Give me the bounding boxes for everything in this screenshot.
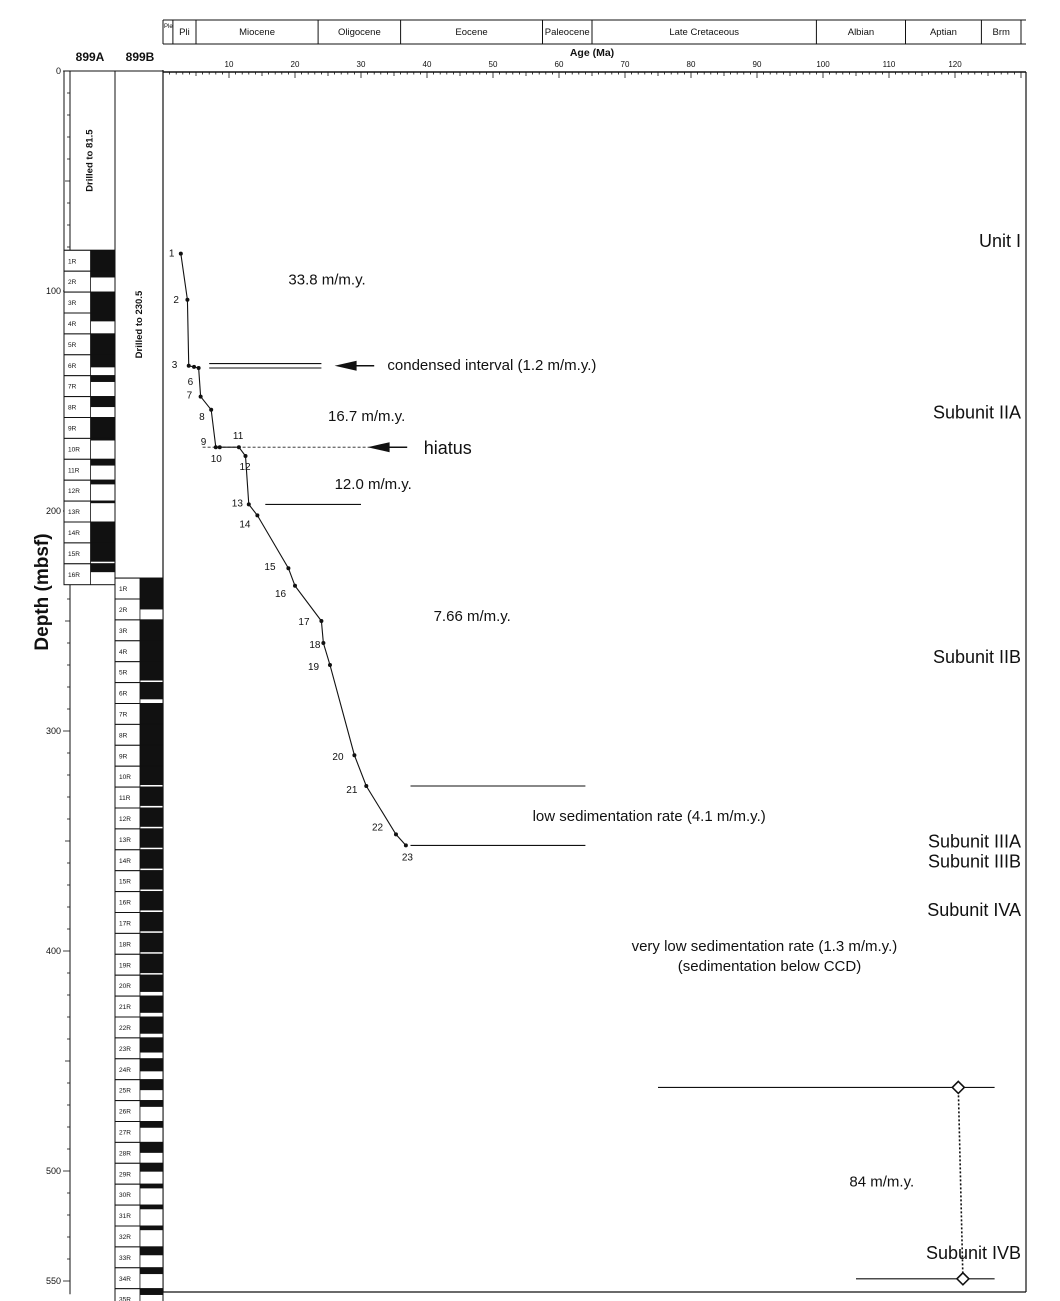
core-recovery bbox=[140, 1268, 163, 1274]
core-label: 25R bbox=[119, 1087, 131, 1095]
core-recovery bbox=[91, 313, 115, 321]
core-recovery bbox=[140, 1247, 163, 1255]
epoch-label: Aptian bbox=[929, 27, 957, 38]
y-tick-label: 200 bbox=[45, 506, 61, 516]
data-point bbox=[364, 784, 368, 788]
core-recovery bbox=[140, 1080, 163, 1090]
data-point bbox=[394, 832, 398, 836]
annotation: very low sedimentation rate (1.3 m/m.y.) bbox=[631, 938, 898, 955]
point-label: 21 bbox=[346, 785, 358, 796]
y-tick-label: 300 bbox=[45, 726, 61, 736]
diamond-marker bbox=[957, 1273, 969, 1285]
core-recovery bbox=[91, 543, 115, 562]
core-recovery bbox=[140, 599, 163, 609]
core-label: 3R bbox=[68, 300, 77, 308]
core-recovery bbox=[140, 1059, 163, 1072]
point-label: 11 bbox=[232, 431, 244, 443]
core-label: 6R bbox=[68, 362, 77, 370]
annotation: 7.66 m/m.y. bbox=[433, 608, 511, 625]
core-recovery bbox=[91, 564, 115, 572]
epoch-label: Paleocene bbox=[544, 27, 590, 38]
point-label: 22 bbox=[371, 822, 384, 834]
core-label: 9R bbox=[68, 425, 77, 433]
core-recovery bbox=[91, 459, 115, 465]
point-label: 20 bbox=[332, 752, 344, 764]
x-tick-label: 90 bbox=[752, 60, 762, 69]
x-tick-label: 70 bbox=[620, 60, 630, 69]
core-label: 5R bbox=[68, 341, 77, 349]
point-label: 14 bbox=[239, 519, 251, 531]
core-label: 27R bbox=[119, 1129, 131, 1137]
core-label: 1R bbox=[119, 586, 128, 594]
core-label: 10R bbox=[119, 774, 131, 782]
data-point bbox=[237, 445, 241, 449]
core-label: 2R bbox=[68, 279, 77, 287]
core-recovery bbox=[91, 292, 115, 313]
core-label: 11R bbox=[68, 467, 80, 475]
core-recovery bbox=[140, 1038, 163, 1053]
core-recovery bbox=[140, 620, 163, 641]
core-recovery bbox=[140, 954, 163, 973]
core-recovery bbox=[140, 1184, 163, 1188]
core-recovery bbox=[140, 1122, 163, 1128]
core-label: 26R bbox=[119, 1108, 131, 1116]
point-label: 3 bbox=[171, 359, 178, 371]
core-label: 34R bbox=[119, 1275, 131, 1283]
data-point bbox=[247, 502, 251, 506]
point-label: 23 bbox=[401, 852, 414, 864]
hole-label: 899A bbox=[75, 50, 105, 64]
point-label: 18 bbox=[309, 640, 321, 651]
x-tick-label: 120 bbox=[948, 60, 962, 69]
data-point bbox=[218, 445, 222, 449]
data-point bbox=[192, 365, 196, 369]
core-label: 14R bbox=[68, 529, 80, 537]
point-label: 15 bbox=[264, 562, 276, 574]
epoch-label: Miocene bbox=[239, 27, 276, 38]
core-label: 13R bbox=[68, 509, 80, 517]
x-tick-label: 50 bbox=[488, 60, 498, 69]
data-point bbox=[328, 663, 332, 667]
core-recovery bbox=[91, 501, 115, 503]
core-recovery bbox=[140, 1101, 163, 1107]
core-recovery bbox=[91, 418, 115, 439]
core-recovery bbox=[140, 808, 163, 827]
core-recovery bbox=[91, 271, 115, 277]
core-recovery bbox=[140, 913, 163, 932]
core-label: 17R bbox=[119, 920, 131, 928]
arrow-head bbox=[335, 361, 357, 371]
core-label: 10R bbox=[68, 446, 80, 454]
annotation: hiatus bbox=[423, 437, 472, 458]
data-point bbox=[244, 454, 248, 458]
core-label: 16R bbox=[68, 571, 80, 579]
core-label: 12R bbox=[68, 488, 80, 496]
core-recovery bbox=[91, 250, 115, 271]
point-label: 1 bbox=[168, 248, 175, 260]
core-label: 3R bbox=[119, 627, 128, 635]
annotation: (sedimentation below CCD) bbox=[677, 957, 862, 975]
y-tick-label: 400 bbox=[45, 946, 61, 956]
core-label: 24R bbox=[119, 1066, 131, 1074]
chart-marks bbox=[179, 252, 995, 1285]
core-label: 7R bbox=[119, 711, 128, 719]
core-recovery bbox=[140, 933, 163, 952]
annotation: 33.8 m/m.y. bbox=[288, 271, 366, 289]
x-axis-title: Age (Ma) bbox=[569, 47, 615, 59]
epoch-label: Brm bbox=[992, 27, 1010, 38]
arrow-head bbox=[368, 442, 390, 452]
x-tick-label: 40 bbox=[422, 60, 432, 69]
core-label: 28R bbox=[119, 1150, 131, 1158]
y-tick-label: 550 bbox=[45, 1276, 61, 1286]
core-recovery bbox=[140, 704, 163, 725]
data-point bbox=[199, 395, 203, 399]
epoch-label: Oligocene bbox=[337, 27, 381, 38]
core-recovery bbox=[140, 892, 163, 911]
core-label: 12R bbox=[119, 815, 131, 823]
core-label: 11R bbox=[119, 795, 131, 803]
core-label: 23R bbox=[119, 1045, 131, 1053]
point-label: 19 bbox=[307, 662, 320, 673]
annotation: 16.7 m/m.y. bbox=[328, 407, 406, 425]
core-label: 8R bbox=[119, 732, 128, 740]
core-recovery bbox=[91, 376, 115, 382]
core-recovery bbox=[91, 480, 115, 484]
core-recovery bbox=[140, 871, 163, 890]
unit-label: Subunit IIIA bbox=[927, 831, 1021, 852]
core-label: 31R bbox=[119, 1213, 131, 1221]
x-tick-label: 80 bbox=[686, 60, 696, 69]
core-recovery bbox=[140, 641, 163, 662]
x-tick-label: 20 bbox=[290, 60, 300, 69]
annotation: condensed interval (1.2 m/m.y.) bbox=[387, 357, 597, 375]
core-label: 5R bbox=[119, 669, 128, 677]
core-label: 18R bbox=[119, 941, 131, 949]
core-label: 4R bbox=[68, 320, 77, 328]
series-line bbox=[181, 254, 406, 846]
core-recovery bbox=[140, 850, 163, 869]
core-label: 19R bbox=[119, 962, 131, 970]
core-label: 6R bbox=[119, 690, 128, 698]
core-recovery bbox=[140, 996, 163, 1013]
data-point bbox=[321, 641, 325, 645]
x-tick-label: 100 bbox=[816, 60, 830, 69]
core-recovery bbox=[91, 438, 115, 440]
point-label: 16 bbox=[275, 588, 287, 600]
data-point bbox=[286, 566, 290, 570]
core-label: 32R bbox=[119, 1233, 131, 1241]
core-label: 20R bbox=[119, 983, 131, 991]
drilled-label: Drilled to 81.5 bbox=[84, 129, 96, 192]
annotation: low sedimentation rate (4.1 m/m.y.) bbox=[532, 808, 766, 826]
core-label: 8R bbox=[68, 404, 77, 412]
chart-annotations bbox=[169, 231, 1021, 1263]
unit-label: Subunit IVB bbox=[925, 1243, 1021, 1263]
data-point bbox=[352, 753, 356, 757]
point-label: 13 bbox=[231, 498, 243, 510]
unit-label: Subunit IVA bbox=[927, 899, 1021, 920]
core-recovery bbox=[140, 1289, 163, 1295]
data-point bbox=[293, 584, 297, 588]
core-recovery bbox=[140, 1226, 163, 1230]
drilled-label: Drilled to 230.5 bbox=[134, 290, 145, 359]
core-label: 15R bbox=[68, 550, 80, 558]
core-label: 22R bbox=[119, 1024, 131, 1032]
data-point bbox=[197, 366, 201, 370]
point-label: 12 bbox=[239, 462, 251, 473]
unit-label: Subunit IIIB bbox=[927, 851, 1021, 872]
core-label: 30R bbox=[119, 1192, 131, 1200]
core-recovery bbox=[140, 1017, 163, 1034]
core-label: 9R bbox=[119, 753, 128, 761]
core-label: 16R bbox=[119, 899, 131, 907]
core-recovery bbox=[140, 975, 163, 992]
unit-label: Unit I bbox=[978, 231, 1021, 251]
core-recovery bbox=[140, 662, 163, 681]
core-recovery bbox=[140, 745, 163, 766]
core-recovery bbox=[140, 1142, 163, 1152]
point-label: 6 bbox=[187, 377, 194, 388]
data-point bbox=[214, 445, 218, 449]
core-recovery bbox=[91, 334, 115, 355]
core-recovery bbox=[140, 683, 163, 700]
data-point bbox=[187, 364, 191, 368]
core-recovery bbox=[140, 724, 163, 745]
y-tick-label: 100 bbox=[45, 286, 61, 296]
x-tick-label: 10 bbox=[224, 60, 234, 69]
core-recovery bbox=[91, 522, 115, 543]
core-label: 4R bbox=[119, 648, 128, 656]
diamond-marker bbox=[952, 1081, 964, 1093]
data-point bbox=[185, 298, 189, 302]
core-label: 2R bbox=[119, 606, 128, 614]
epoch-label: Eocene bbox=[455, 27, 488, 38]
chart-axes bbox=[32, 47, 1026, 1294]
core-recovery bbox=[140, 1205, 163, 1209]
y-tick-label: 500 bbox=[45, 1166, 61, 1176]
core-label: 14R bbox=[119, 857, 131, 865]
epoch-label: Ple bbox=[164, 24, 173, 30]
point-label: 7 bbox=[186, 390, 193, 402]
point-label: 8 bbox=[199, 411, 205, 423]
core-recovery bbox=[91, 355, 115, 368]
data-point bbox=[319, 619, 323, 623]
epoch-label: Pli bbox=[179, 27, 190, 38]
core-label: 35R bbox=[119, 1296, 131, 1301]
annotation: 84 m/m.y. bbox=[849, 1173, 915, 1191]
annotation: 12.0 m/m.y. bbox=[334, 476, 412, 493]
core-label: 29R bbox=[119, 1171, 131, 1179]
x-tick-label: 30 bbox=[356, 60, 366, 69]
core-label: 1R bbox=[68, 258, 77, 266]
epoch-label: Albian bbox=[847, 27, 875, 38]
data-point bbox=[255, 513, 259, 517]
core-label: 15R bbox=[119, 878, 131, 886]
point-label: 10 bbox=[210, 454, 222, 466]
core-label: 13R bbox=[119, 836, 131, 844]
point-label: 2 bbox=[173, 294, 179, 306]
core-label: 33R bbox=[119, 1254, 131, 1262]
hole-label: 899B bbox=[125, 50, 155, 64]
core-recovery bbox=[140, 829, 163, 848]
epoch-bar bbox=[163, 20, 1026, 44]
data-point bbox=[404, 843, 408, 847]
y-axis-title: Depth (mbsf) bbox=[32, 533, 53, 651]
core-label: 21R bbox=[119, 1004, 131, 1012]
core-recovery bbox=[140, 578, 163, 599]
x-tick-label: 110 bbox=[882, 60, 896, 69]
core-recovery bbox=[140, 766, 163, 785]
core-recovery bbox=[140, 1163, 163, 1171]
epoch-label: Late Cretaceous bbox=[669, 27, 740, 38]
core-columns bbox=[64, 50, 163, 1301]
core-recovery bbox=[91, 397, 115, 407]
x-tick-label: 60 bbox=[554, 60, 564, 69]
data-point bbox=[209, 408, 213, 412]
core-recovery bbox=[140, 787, 163, 806]
core-label: 7R bbox=[68, 383, 77, 391]
unit-label: Subunit IIB bbox=[932, 646, 1021, 667]
point-label: 9 bbox=[200, 437, 207, 449]
data-point bbox=[179, 252, 183, 256]
y-tick-label: 0 bbox=[55, 66, 61, 76]
point-label: 17 bbox=[298, 617, 310, 628]
unit-label: Subunit IIA bbox=[932, 402, 1021, 423]
